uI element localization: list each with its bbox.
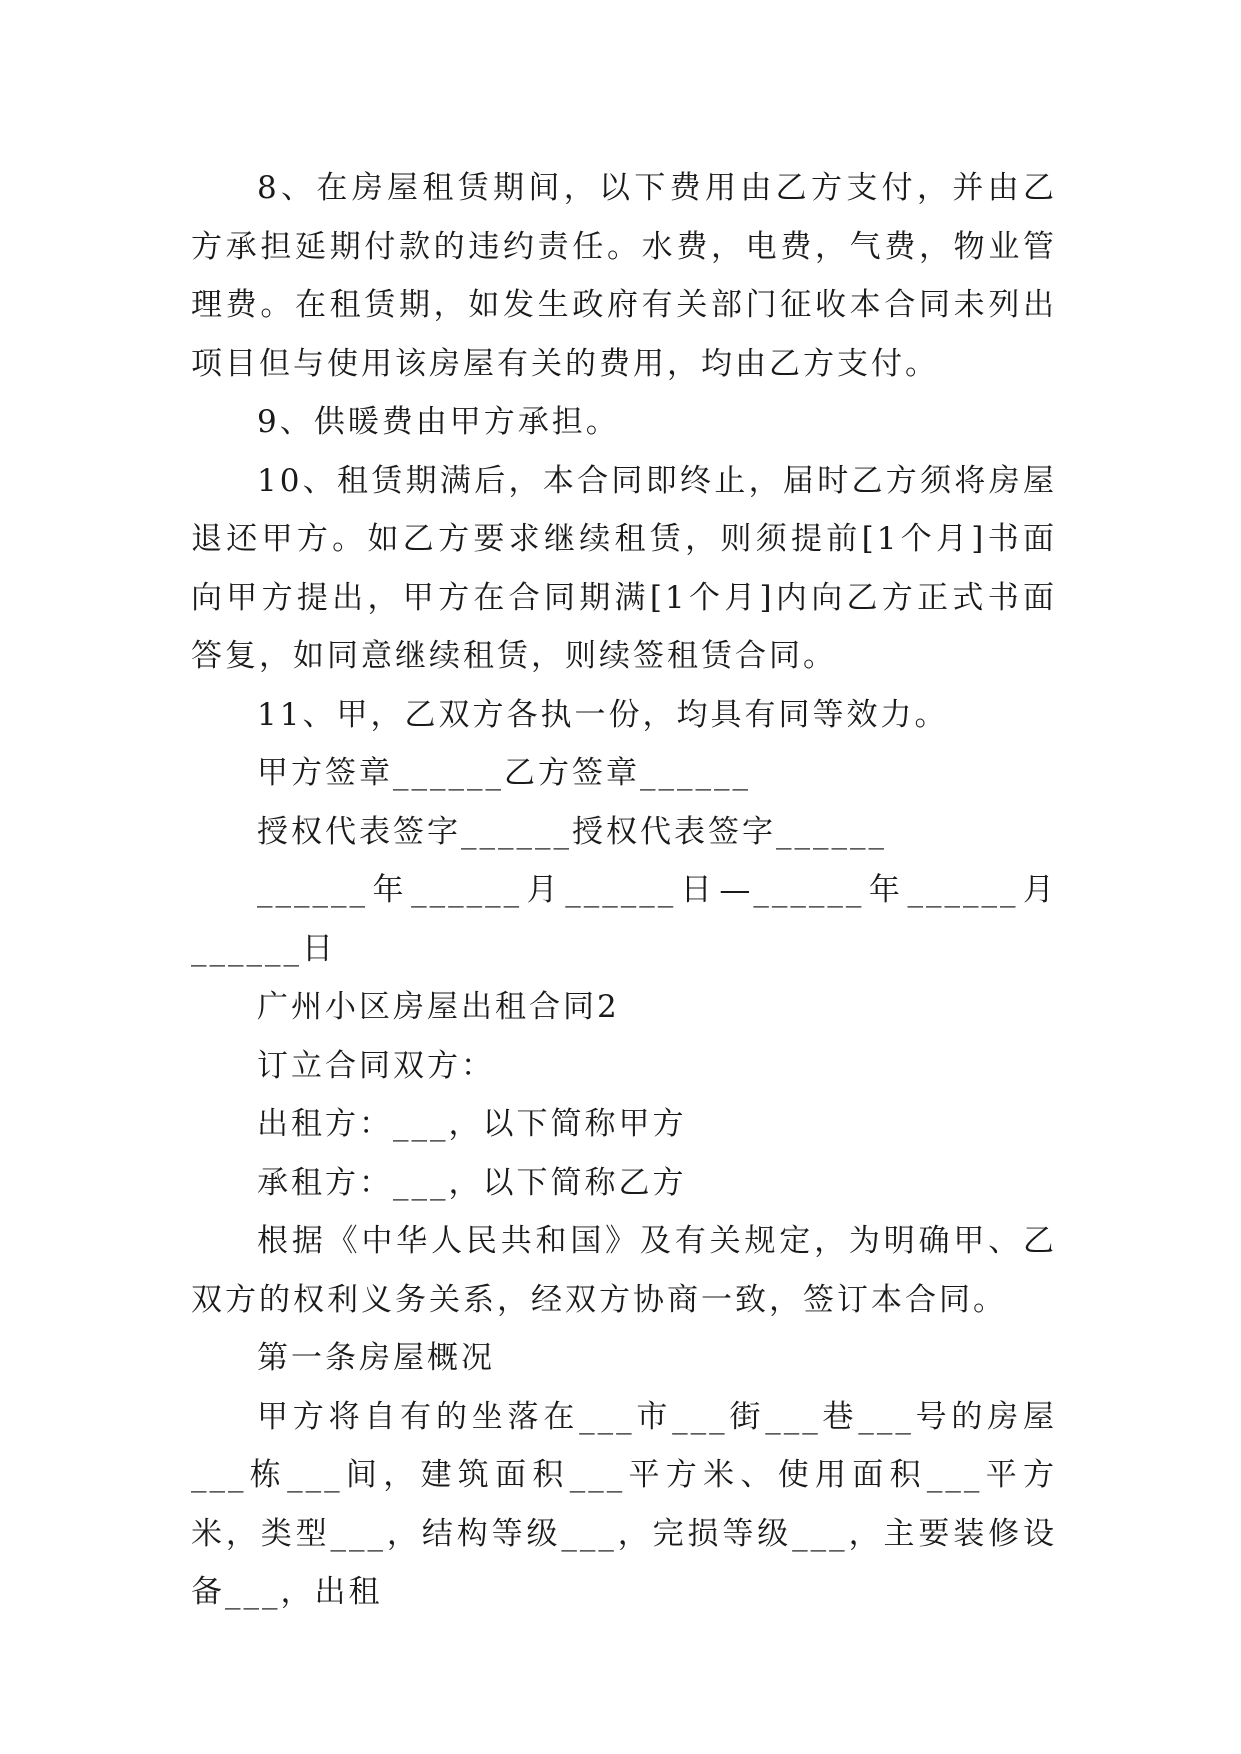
date-range-line: ______年______月______日—______年______月______日 <box>191 872 1057 967</box>
representative-signature-line: 授权代表签字______授权代表签字______ <box>257 813 887 850</box>
signature-line: 甲方签章______乙方签章______ <box>257 755 751 791</box>
document-body <box>191 159 1057 1622</box>
contract-2-title: 广州小区房屋出租合同2 <box>257 989 620 1025</box>
lessee-line: 承租方：___，以下简称乙方 <box>257 1164 687 1201</box>
clause-10-expiry: 10、租赁期满后，本合同即终止，届时乙方须将房屋退还甲方。如乙方要求继续租赁，则须提前[1个月]书面向甲方提出，甲方在合同期满[1个月]内向乙方正式书面答复，如同意继续租赁，则续签租赁合同。 <box>191 462 1057 674</box>
article-1-body: 甲方将自有的坐落在___市___街___巷___号的房屋___栋___间，建筑面积___平方米、使用面积___平方米，类型___，结构等级___，完损等级___，主要装修设备___，出租 <box>191 1398 1057 1610</box>
lessor-line: 出租方：___，以下简称甲方 <box>257 1106 687 1142</box>
article-1-heading: 第一条房屋概况 <box>257 1340 495 1376</box>
parties-heading: 订立合同双方： <box>257 1047 495 1084</box>
clause-11-copies: 11、甲，乙双方各执一份，均具有同等效力。 <box>257 696 949 733</box>
clause-8-fees: 8、在房屋租赁期间，以下费用由乙方支付，并由乙方承担延期付款的违约责任。水费，电费，气费，物业管理费。在租赁期，如发生政府有关部门征收本合同未列出项目但与使用该房屋有关的费用，均由乙方支付。 <box>191 170 1057 382</box>
clause-9-heating: 9、供暖费由甲方承担。 <box>257 404 620 440</box>
preamble: 根据《中华人民共和国》及有关规定，为明确甲、乙双方的权利义务关系，经双方协商一致，签订本合同。 <box>191 1223 1057 1318</box>
